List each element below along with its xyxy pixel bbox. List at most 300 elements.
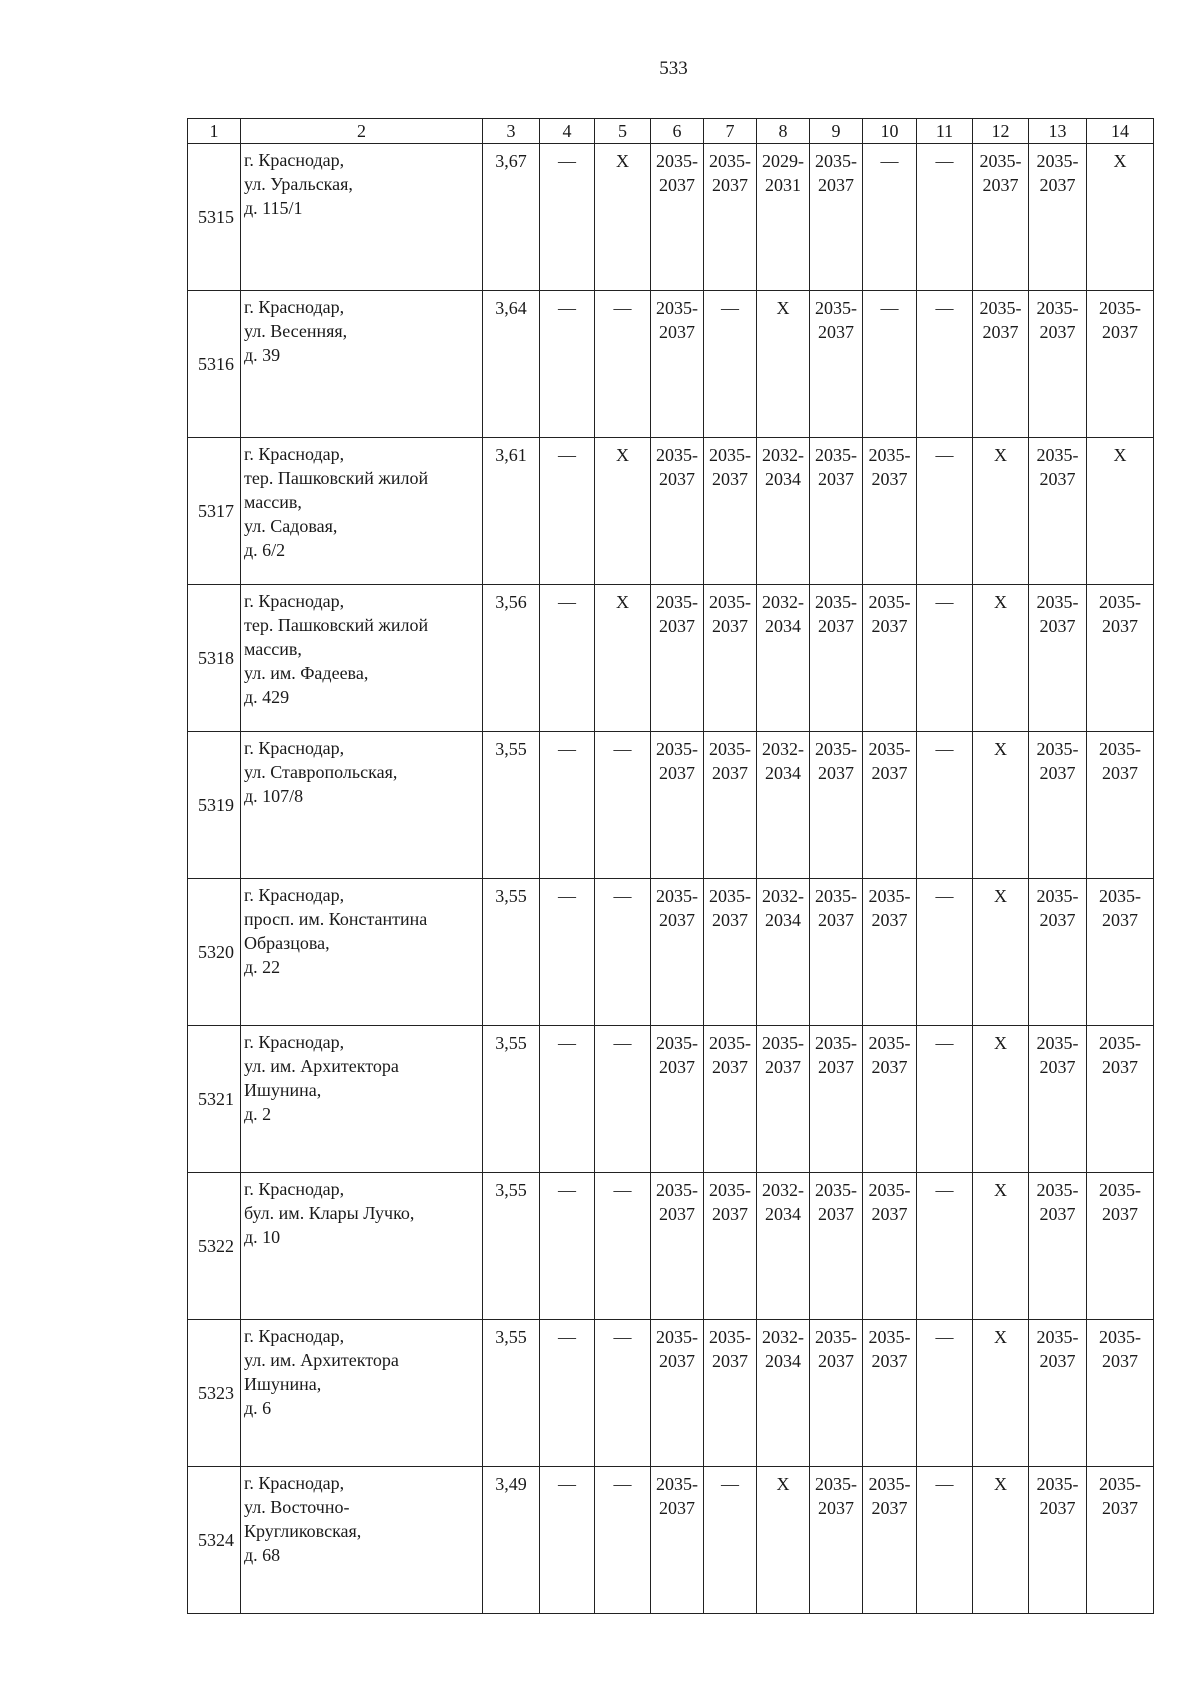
value-line: 2037 bbox=[712, 616, 748, 636]
value-cell bbox=[704, 1320, 757, 1467]
value-cell bbox=[863, 1026, 917, 1173]
column-header: 9 bbox=[810, 119, 863, 144]
value-cell bbox=[863, 879, 917, 1026]
value-line: 2035- bbox=[709, 1033, 751, 1053]
value-line: 2037 bbox=[818, 469, 854, 489]
row-number: 5323 bbox=[188, 1320, 241, 1467]
address-line: Образцова, bbox=[244, 933, 330, 953]
value-cell bbox=[810, 879, 863, 1026]
value-line: 2037 bbox=[1102, 1351, 1138, 1371]
value-cell: — bbox=[595, 291, 651, 438]
value-line: 2035- bbox=[868, 1180, 911, 1200]
value-line: 2037 bbox=[1102, 322, 1138, 342]
value-line: 2035- bbox=[815, 739, 857, 759]
table-row bbox=[188, 438, 1154, 585]
table-row bbox=[188, 1173, 1154, 1320]
value-cell: 3,55 bbox=[483, 1320, 540, 1467]
value-cell bbox=[810, 438, 863, 585]
value-line: 2034 bbox=[765, 616, 801, 636]
value-cell: — bbox=[704, 1467, 757, 1614]
value-cell: Х bbox=[1087, 144, 1154, 291]
value-line: 2037 bbox=[1039, 469, 1076, 489]
value-line: 2037 bbox=[712, 763, 748, 783]
value-cell: — bbox=[863, 291, 917, 438]
address-line: Кругликовская, bbox=[244, 1521, 362, 1541]
value-line: 2037 bbox=[1102, 763, 1138, 783]
value-cell bbox=[651, 585, 704, 732]
address-line: г. Краснодар, bbox=[244, 591, 345, 611]
value-cell bbox=[973, 144, 1029, 291]
value-cell bbox=[651, 1467, 704, 1614]
value-cell: — bbox=[917, 879, 973, 1026]
value-cell bbox=[1029, 879, 1087, 1026]
value-line: 2035- bbox=[1036, 1327, 1079, 1347]
value-line: 2035- bbox=[709, 445, 751, 465]
value-line: 2037 bbox=[659, 1498, 695, 1518]
value-line: 2035- bbox=[1036, 886, 1079, 906]
address-line: г. Краснодар, bbox=[244, 885, 345, 905]
value-line: 2035- bbox=[1099, 1474, 1141, 1494]
value-line: 2032- bbox=[762, 1327, 804, 1347]
value-cell: 3,55 bbox=[483, 1173, 540, 1320]
value-cell bbox=[863, 585, 917, 732]
value-cell: 3,56 bbox=[483, 585, 540, 732]
value-cell bbox=[651, 144, 704, 291]
value-line: 2037 bbox=[871, 616, 908, 636]
value-line: 2031 bbox=[765, 175, 801, 195]
row-number: 5320 bbox=[188, 879, 241, 1026]
address-line: ул. им. Архитектора bbox=[244, 1056, 399, 1076]
table-row bbox=[188, 1320, 1154, 1467]
value-cell: — bbox=[540, 879, 595, 1026]
value-cell: Х bbox=[757, 1467, 810, 1614]
value-line: 2037 bbox=[659, 763, 695, 783]
column-header: 5 bbox=[595, 119, 651, 144]
value-cell bbox=[1087, 1320, 1154, 1467]
value-line: 2037 bbox=[1102, 1057, 1138, 1077]
value-line: 2037 bbox=[659, 1204, 695, 1224]
value-cell: — bbox=[863, 144, 917, 291]
value-line: 2035- bbox=[868, 1327, 911, 1347]
value-line: 2037 bbox=[765, 1057, 801, 1077]
address-line: Ишунина, bbox=[244, 1374, 322, 1394]
value-cell: Х bbox=[973, 1026, 1029, 1173]
value-cell bbox=[1087, 585, 1154, 732]
row-number: 5322 bbox=[188, 1173, 241, 1320]
value-line: 2035- bbox=[868, 445, 911, 465]
value-line: 2035- bbox=[656, 1327, 698, 1347]
value-cell: Х bbox=[973, 1320, 1029, 1467]
address-line: д. 2 bbox=[244, 1104, 272, 1124]
value-cell bbox=[810, 585, 863, 732]
registry-table bbox=[187, 118, 1154, 1614]
value-cell: 3,61 bbox=[483, 438, 540, 585]
value-cell bbox=[810, 291, 863, 438]
value-cell: — bbox=[540, 1026, 595, 1173]
value-cell bbox=[757, 1173, 810, 1320]
value-line: 2035- bbox=[1099, 298, 1141, 318]
value-line: 2035- bbox=[656, 445, 698, 465]
value-cell: — bbox=[917, 1320, 973, 1467]
value-line: 2037 bbox=[818, 1204, 854, 1224]
value-line: 2037 bbox=[1039, 175, 1076, 195]
value-cell: Х bbox=[595, 438, 651, 585]
value-line: 2037 bbox=[818, 616, 854, 636]
value-line: 2035- bbox=[709, 739, 751, 759]
value-line: 2035- bbox=[815, 1180, 857, 1200]
value-line: 2035- bbox=[656, 1033, 698, 1053]
value-line: 2037 bbox=[712, 910, 748, 930]
value-line: 2037 bbox=[818, 763, 854, 783]
value-cell bbox=[1029, 1026, 1087, 1173]
value-line: 2035- bbox=[656, 739, 698, 759]
address-line: д. 429 bbox=[244, 687, 290, 707]
value-line: 2034 bbox=[765, 910, 801, 930]
address-line: ул. Уральская, bbox=[244, 174, 353, 194]
value-cell bbox=[810, 1467, 863, 1614]
value-line: 2037 bbox=[659, 469, 695, 489]
value-cell: — bbox=[540, 1467, 595, 1614]
value-line: 2037 bbox=[659, 1351, 695, 1371]
address-line: д. 6 bbox=[244, 1398, 272, 1418]
address-line: г. Краснодар, bbox=[244, 738, 345, 758]
value-line: 2037 bbox=[818, 910, 854, 930]
column-number-row bbox=[188, 119, 1154, 144]
value-line: 2032- bbox=[762, 886, 804, 906]
value-cell bbox=[651, 438, 704, 585]
value-line: 2035- bbox=[1099, 739, 1141, 759]
value-cell: — bbox=[917, 1467, 973, 1614]
address-line: тер. Пашковский жилой bbox=[244, 468, 429, 488]
address-line: г. Краснодар, bbox=[244, 297, 345, 317]
value-line: 2029- bbox=[762, 151, 804, 171]
value-line: 2037 bbox=[871, 469, 908, 489]
column-header: 2 bbox=[241, 119, 483, 144]
value-cell bbox=[1087, 291, 1154, 438]
value-cell bbox=[863, 732, 917, 879]
column-header: 14 bbox=[1087, 119, 1154, 144]
value-cell: 3,64 bbox=[483, 291, 540, 438]
value-line: 2037 bbox=[659, 322, 695, 342]
value-line: 2035- bbox=[815, 298, 857, 318]
address-line: ул. им. Архитектора bbox=[244, 1350, 399, 1370]
address-cell bbox=[241, 732, 483, 879]
address-line: массив, bbox=[244, 639, 302, 659]
value-cell bbox=[757, 144, 810, 291]
value-cell: — bbox=[917, 1173, 973, 1320]
value-line: 2035- bbox=[709, 151, 751, 171]
address-line: бул. им. Клары Лучко, bbox=[244, 1203, 415, 1223]
value-cell: — bbox=[704, 291, 757, 438]
value-line: 2035- bbox=[656, 1474, 698, 1494]
value-cell bbox=[704, 879, 757, 1026]
value-line: 2037 bbox=[712, 469, 748, 489]
value-cell: 3,55 bbox=[483, 732, 540, 879]
address-cell bbox=[241, 1467, 483, 1614]
value-line: 2037 bbox=[818, 322, 854, 342]
value-line: 2035- bbox=[1099, 1033, 1141, 1053]
value-line: 2035- bbox=[868, 592, 911, 612]
value-line: 2035- bbox=[1036, 298, 1079, 318]
value-line: 2035- bbox=[1036, 1474, 1079, 1494]
value-cell bbox=[757, 438, 810, 585]
address-line: д. 22 bbox=[244, 957, 281, 977]
value-cell bbox=[810, 1173, 863, 1320]
value-line: 2035- bbox=[762, 1033, 804, 1053]
column-header: 10 bbox=[863, 119, 917, 144]
table-row bbox=[188, 879, 1154, 1026]
value-cell bbox=[863, 1320, 917, 1467]
address-line: д. 10 bbox=[244, 1227, 281, 1247]
address-line: Ишунина, bbox=[244, 1080, 322, 1100]
value-cell: 3,55 bbox=[483, 879, 540, 1026]
value-line: 2035- bbox=[868, 886, 911, 906]
value-cell: Х bbox=[973, 585, 1029, 732]
value-line: 2037 bbox=[1039, 322, 1076, 342]
value-line: 2034 bbox=[765, 1204, 801, 1224]
value-cell bbox=[1087, 879, 1154, 1026]
address-line: просп. им. Константина bbox=[244, 909, 428, 929]
value-cell bbox=[704, 438, 757, 585]
address-line: г. Краснодар, bbox=[244, 1179, 345, 1199]
value-cell: — bbox=[540, 1173, 595, 1320]
value-line: 2037 bbox=[712, 1057, 748, 1077]
value-cell bbox=[863, 438, 917, 585]
value-cell: — bbox=[917, 1026, 973, 1173]
value-cell: Х bbox=[973, 879, 1029, 1026]
value-line: 2037 bbox=[659, 616, 695, 636]
value-line: 2037 bbox=[712, 1351, 748, 1371]
value-cell: Х bbox=[973, 1173, 1029, 1320]
value-cell bbox=[863, 1467, 917, 1614]
value-line: 2035- bbox=[1036, 1180, 1079, 1200]
value-line: 2034 bbox=[765, 1351, 801, 1371]
value-cell bbox=[1029, 1320, 1087, 1467]
value-cell bbox=[810, 732, 863, 879]
value-line: 2037 bbox=[1102, 616, 1138, 636]
row-number: 5319 bbox=[188, 732, 241, 879]
value-cell bbox=[1029, 732, 1087, 879]
value-cell: 3,55 bbox=[483, 1026, 540, 1173]
value-cell bbox=[757, 879, 810, 1026]
table-row bbox=[188, 732, 1154, 879]
value-line: 2037 bbox=[871, 763, 908, 783]
value-line: 2037 bbox=[871, 1498, 908, 1518]
value-cell bbox=[757, 585, 810, 732]
row-number: 5316 bbox=[188, 291, 241, 438]
table-row bbox=[188, 585, 1154, 732]
column-header: 11 bbox=[917, 119, 973, 144]
value-line: 2037 bbox=[982, 322, 1019, 342]
address-line: ул. Весенняя, bbox=[244, 321, 348, 341]
table-row bbox=[188, 144, 1154, 291]
value-cell bbox=[1029, 144, 1087, 291]
value-cell: Х bbox=[595, 144, 651, 291]
address-cell bbox=[241, 879, 483, 1026]
address-line: д. 39 bbox=[244, 345, 281, 365]
value-line: 2037 bbox=[871, 1204, 908, 1224]
value-cell: Х bbox=[973, 1467, 1029, 1614]
value-cell bbox=[1029, 1467, 1087, 1614]
value-line: 2035- bbox=[1036, 445, 1079, 465]
address-cell bbox=[241, 1320, 483, 1467]
value-line: 2035- bbox=[815, 445, 857, 465]
value-line: 2037 bbox=[712, 175, 748, 195]
column-header: 8 bbox=[757, 119, 810, 144]
value-cell: — bbox=[595, 1467, 651, 1614]
address-line: д. 107/8 bbox=[244, 786, 304, 806]
value-cell: 3,67 bbox=[483, 144, 540, 291]
page-number: 533 bbox=[659, 58, 688, 79]
value-line: 2037 bbox=[818, 175, 854, 195]
value-cell: — bbox=[917, 585, 973, 732]
column-header: 3 bbox=[483, 119, 540, 144]
value-line: 2035- bbox=[815, 1327, 857, 1347]
value-cell: — bbox=[595, 1320, 651, 1467]
value-cell bbox=[704, 732, 757, 879]
table-body bbox=[188, 119, 1154, 1614]
value-cell: — bbox=[917, 732, 973, 879]
value-line: 2037 bbox=[1102, 910, 1138, 930]
value-line: 2035- bbox=[815, 1033, 857, 1053]
value-cell: — bbox=[540, 144, 595, 291]
value-line: 2035- bbox=[1036, 592, 1079, 612]
value-line: 2035- bbox=[709, 1327, 751, 1347]
value-cell: Х bbox=[1087, 438, 1154, 585]
value-line: 2037 bbox=[818, 1498, 854, 1518]
value-cell bbox=[757, 732, 810, 879]
value-line: 2037 bbox=[1039, 1057, 1076, 1077]
value-cell: — bbox=[540, 1320, 595, 1467]
address-line: тер. Пашковский жилой bbox=[244, 615, 429, 635]
value-line: 2035- bbox=[1099, 886, 1141, 906]
value-cell: — bbox=[540, 438, 595, 585]
value-cell bbox=[651, 879, 704, 1026]
address-line: г. Краснодар, bbox=[244, 1473, 345, 1493]
value-line: 2035- bbox=[709, 592, 751, 612]
value-line: 2035- bbox=[868, 1474, 911, 1494]
value-cell: — bbox=[917, 291, 973, 438]
value-line: 2035- bbox=[1099, 1180, 1141, 1200]
address-line: г. Краснодар, bbox=[244, 444, 345, 464]
column-header: 4 bbox=[540, 119, 595, 144]
value-cell: — bbox=[917, 438, 973, 585]
value-line: 2037 bbox=[712, 1204, 748, 1224]
address-line: г. Краснодар, bbox=[244, 150, 345, 170]
value-line: 2035- bbox=[656, 592, 698, 612]
column-header: 12 bbox=[973, 119, 1029, 144]
value-line: 2037 bbox=[659, 1057, 695, 1077]
value-cell: Х bbox=[973, 438, 1029, 585]
value-cell bbox=[1029, 1173, 1087, 1320]
value-cell bbox=[1087, 1467, 1154, 1614]
value-cell bbox=[810, 1026, 863, 1173]
value-cell bbox=[863, 1173, 917, 1320]
value-line: 2035- bbox=[979, 151, 1022, 171]
value-line: 2035- bbox=[656, 151, 698, 171]
value-cell bbox=[757, 1026, 810, 1173]
value-line: 2035- bbox=[868, 1033, 911, 1053]
value-cell bbox=[704, 1173, 757, 1320]
column-header: 13 bbox=[1029, 119, 1087, 144]
value-cell bbox=[1029, 438, 1087, 585]
value-line: 2037 bbox=[1039, 1498, 1076, 1518]
value-line: 2035- bbox=[868, 739, 911, 759]
address-line: ул. Садовая, bbox=[244, 516, 338, 536]
address-line: д. 6/2 bbox=[244, 540, 286, 560]
value-line: 2035- bbox=[1036, 151, 1079, 171]
value-cell: — bbox=[595, 1026, 651, 1173]
value-line: 2037 bbox=[1102, 1204, 1138, 1224]
value-line: 2037 bbox=[1039, 910, 1076, 930]
column-header: 6 bbox=[651, 119, 704, 144]
value-cell: — bbox=[595, 732, 651, 879]
value-line: 2032- bbox=[762, 1180, 804, 1200]
value-line: 2035- bbox=[1036, 1033, 1079, 1053]
address-cell bbox=[241, 144, 483, 291]
column-header: 1 bbox=[188, 119, 241, 144]
value-cell: — bbox=[595, 1173, 651, 1320]
value-line: 2037 bbox=[982, 175, 1019, 195]
value-line: 2035- bbox=[656, 298, 698, 318]
value-cell bbox=[1029, 585, 1087, 732]
value-cell bbox=[704, 585, 757, 732]
value-cell bbox=[651, 291, 704, 438]
value-line: 2035- bbox=[979, 298, 1022, 318]
row-number: 5318 bbox=[188, 585, 241, 732]
address-line: г. Краснодар, bbox=[244, 1326, 345, 1346]
value-line: 2035- bbox=[815, 886, 857, 906]
value-line: 2037 bbox=[818, 1351, 854, 1371]
value-cell: — bbox=[540, 732, 595, 879]
value-cell: — bbox=[540, 291, 595, 438]
value-line: 2037 bbox=[1102, 1498, 1138, 1518]
value-line: 2037 bbox=[1039, 616, 1076, 636]
value-cell bbox=[1087, 732, 1154, 879]
value-line: 2035- bbox=[815, 592, 857, 612]
address-line: ул. им. Фадеева, bbox=[244, 663, 369, 683]
value-line: 2037 bbox=[659, 175, 695, 195]
value-line: 2037 bbox=[871, 1351, 908, 1371]
value-cell: Х bbox=[595, 585, 651, 732]
row-number: 5324 bbox=[188, 1467, 241, 1614]
value-cell bbox=[810, 144, 863, 291]
value-line: 2035- bbox=[656, 1180, 698, 1200]
value-cell: — bbox=[595, 879, 651, 1026]
value-line: 2035- bbox=[656, 886, 698, 906]
value-cell: — bbox=[540, 585, 595, 732]
value-line: 2035- bbox=[815, 1474, 857, 1494]
value-cell bbox=[1029, 291, 1087, 438]
address-line: ул. Ставропольская, bbox=[244, 762, 398, 782]
value-line: 2037 bbox=[818, 1057, 854, 1077]
value-line: 2035- bbox=[1099, 1327, 1141, 1347]
value-line: 2037 bbox=[1039, 763, 1076, 783]
value-line: 2037 bbox=[1039, 1204, 1076, 1224]
row-number: 5321 bbox=[188, 1026, 241, 1173]
value-cell bbox=[973, 291, 1029, 438]
address-cell bbox=[241, 438, 483, 585]
address-line: ул. Восточно- bbox=[244, 1497, 350, 1517]
address-line: д. 68 bbox=[244, 1545, 281, 1565]
value-cell: Х bbox=[973, 732, 1029, 879]
value-cell bbox=[704, 1026, 757, 1173]
row-number: 5317 bbox=[188, 438, 241, 585]
value-line: 2032- bbox=[762, 445, 804, 465]
value-line: 2032- bbox=[762, 592, 804, 612]
table-row bbox=[188, 1467, 1154, 1614]
value-cell: — bbox=[917, 144, 973, 291]
